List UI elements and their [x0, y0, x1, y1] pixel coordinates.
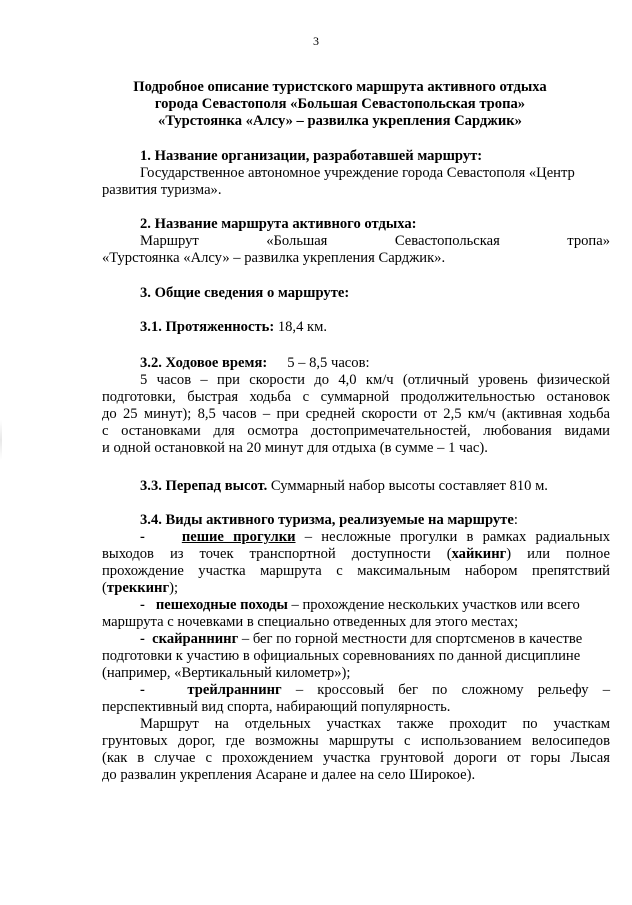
doc-title-line-3: «Турстоянка «Алсу» – развилка укрепления Сарджик» — [158, 113, 522, 129]
list-text: выходов из точек транспортной доступности ( — [102, 546, 452, 562]
section-3-2 — [140, 355, 610, 372]
list-term-hiking-trips: пешеходные походы — [155, 597, 288, 613]
list-item-hiking-line-4 — [102, 580, 610, 597]
section-3-2-text-4: с остановками для осмотра достопримечательностей, любования видами — [102, 423, 610, 439]
s2-word-2: «Большая — [266, 233, 328, 249]
section-1-text-1: Государственное автономное учреждение города Севастополя «Центр — [140, 165, 575, 181]
section-3-3-value: Суммарный набор высоты составляет 810 м. — [267, 478, 548, 494]
route-paragraph-line-1: Маршрут на отдельных участках также проходит по участкам — [140, 716, 610, 732]
list-text: – кроссовый бег по сложному рельефу – — [281, 682, 610, 698]
list-text: ); — [169, 580, 178, 596]
list-text: – бег по горной местности для спортсменов в качестве — [238, 631, 583, 647]
s2-word-4: тропа» — [567, 233, 610, 249]
s2-word-3: Севастопольская — [394, 233, 500, 249]
list-term-hiking-en: хайкинг — [451, 546, 507, 562]
list-item-skyrunning-line-1 — [140, 631, 610, 648]
list-item-skyrunning-line-2: подготовки к участию в официальных соревнованиях по данной дисциплине — [102, 648, 581, 664]
section-3-heading: 3. Общие сведения о маршруте: — [140, 285, 350, 301]
route-paragraph-line-3: (как в случае с прохождением участка грунтовой дороги от горы Лысая — [102, 750, 610, 766]
scan-edge-artifact — [0, 420, 2, 460]
section-1-heading: 1. Название организации, разработавшей маршрут: — [140, 148, 483, 164]
list-item-hiking-trips-line-1 — [140, 597, 610, 614]
list-item-hiking-trips-line-2: маршрута с ночевками в специально отведенных для этого местах; — [102, 614, 519, 630]
list-item-hiking-line-3: прохождение участка маршрута с максимальным набором препятствий — [102, 563, 610, 579]
list-item-hiking-line-1 — [140, 529, 610, 546]
route-paragraph-line-2: грунтовых дорог, где возможны маршруты с использованием велосипедов — [102, 733, 610, 749]
list-text: ( — [102, 580, 107, 596]
section-3-4-colon: : — [513, 512, 518, 528]
page-number: 3 — [313, 34, 319, 48]
list-term-skyrunning: скайраннинг — [152, 631, 239, 647]
section-3-2-label: 3.2. Ходовое время: — [140, 355, 268, 371]
list-item-trailrunning-line-2: перспективный вид спорта, набирающий популярность. — [102, 699, 451, 715]
section-3-2-text-2: подготовки, быстрая ходьба с суммарной продолжительностью остановок — [102, 389, 610, 405]
doc-title-line-2: города Севастополя «Большая Севастопольская тропа» — [154, 96, 526, 112]
section-3-3 — [140, 478, 610, 495]
list-text: – несложные прогулки в рамках радиальных — [295, 529, 610, 545]
list-item-skyrunning-line-3: (например, «Вертикальный километр»); — [102, 665, 351, 681]
list-dash: - — [140, 597, 145, 613]
list-text: – прохождение нескольких участков или всего — [287, 597, 580, 613]
list-item-hiking-line-2 — [102, 546, 610, 563]
doc-title-line-1: Подробное описание туристского маршрута активного отдыха — [133, 79, 547, 95]
list-dash: - — [140, 631, 145, 647]
list-term-trailrunning: трейлраннинг — [187, 682, 282, 698]
list-item-trailrunning-line-1 — [140, 682, 610, 699]
list-term-hiking: пешие прогулки — [181, 529, 296, 545]
section-3-2-value: 5 – 8,5 часов: — [287, 355, 370, 371]
section-2-text-2: «Турстоянка «Алсу» – развилка укрепления Сарджик». — [102, 250, 446, 266]
list-dash: - — [140, 529, 145, 545]
section-3-4-label: 3.4. Виды активного туризма, реализуемые на маршруте — [140, 512, 514, 528]
section-3-4-heading — [140, 512, 610, 529]
s2-word-1: Маршрут — [140, 233, 199, 249]
section-3-1-value: 18,4 км. — [274, 319, 327, 335]
section-1-text-2: развития туризма». — [102, 182, 222, 198]
section-3-3-label: 3.3. Перепад высот. — [140, 478, 268, 494]
section-3-2-text-1: 5 часов – при скорости до 4,0 км/ч (отличный уровень физической — [140, 372, 610, 388]
section-3-2-text-5: и одной остановкой на 20 минут для отдыха (в сумме – 1 час). — [102, 440, 488, 456]
section-3-1 — [140, 319, 610, 336]
list-term-trekking: треккинг — [106, 580, 170, 596]
section-2-heading: 2. Название маршрута активного отдыха: — [140, 216, 417, 232]
section-3-1-label: 3.1. Протяженность: — [140, 319, 275, 335]
section-3-2-text-3: до 25 минут); 8,5 часов – при средней скорости от 2,5 км/ч (активная ходьба — [102, 406, 610, 422]
section-2-text-1 — [140, 233, 610, 250]
list-dash: - — [140, 682, 145, 698]
route-paragraph-line-4: до развалин укрепления Асаране и далее на село Широкое). — [102, 767, 476, 783]
list-text: ) или полное — [506, 546, 610, 562]
